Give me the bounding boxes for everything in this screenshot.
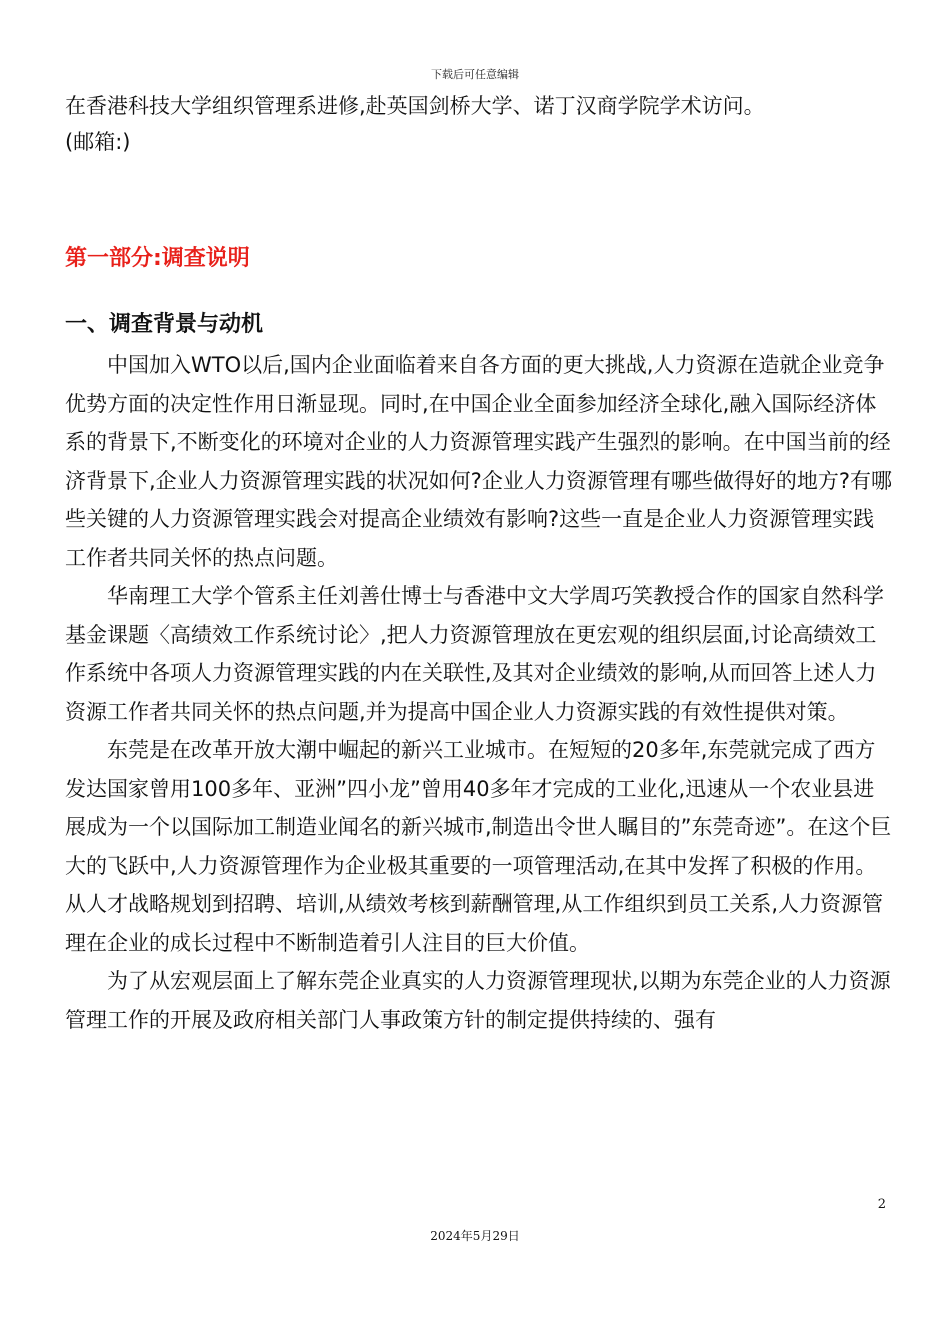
paragraph: 中国加入WTO以后,国内企业面临着来自各方面的更大挑战,人力资源在造就企业竞争优势方面的决定性作用日渐显现。同时,在中国企业全面参加经济全球化,融入国际经济体系的背景下,不断变化的环境对企业的人力资源管理实践产生强烈的影响。在中国当前的经济背景下,企业人力资源管理实践的状况如何?企业人力资源管理有哪些做得好的地方?有哪些关键的人力资源管理实践会对提高企业绩效有影响?这些一直是企业人力资源管理实践工作者共同关怀的热点问题。	[65, 353, 892, 570]
paragraph: 东莞是在改革开放大潮中崛起的新兴工业城市。在短短的20多年,东莞就完成了西方发达国家曾用100多年、亚洲”四小龙”曾用40多年才完成的工业化,迅速从一个农业县进展成为一个以国际加工制造业闻名的新兴城市,制造出令世人瞩目的”东莞奇迹”。在这个巨大的飞跃中,人力资源管理作为企业极其重要的一项管理活动,在其中发挥了积极的作用。从人才战略规划到招聘、培训,从绩效考核到薪酬管理,从工作组织到员工关系,人力资源管理在企业的成长过程中不断制造着引人注目的巨大价值。	[65, 738, 892, 955]
section-title: 第一部分:调查说明	[65, 246, 250, 271]
intro-line: 在香港科技大学组织管理系进修,赴英国剑桥大学、诺丁汉商学院学术访问。	[65, 94, 765, 118]
body-text	[65, 346, 895, 1039]
footer-date: 2024年5月29日	[430, 1229, 520, 1243]
paragraph: 华南理工大学个管系主任刘善仕博士与香港中文大学周巧笑教授合作的国家自然科学基金课题〈高绩效工作系统讨论〉,把人力资源管理放在更宏观的组织层面,讨论高绩效工作系统中各项人力资源管理实践的内在关联性,及其对企业绩效的影响,从而回答上述人力资源工作者共同关怀的热点问题,并为提高中国企业人力资源实践的有效性提供对策。	[65, 584, 884, 724]
intro-block	[65, 88, 895, 160]
header-note: 下载后可任意编辑	[431, 68, 519, 81]
subsection-title: 一、调查背景与动机	[65, 312, 264, 337]
intro-email-line: (邮箱:)	[65, 130, 131, 154]
paragraph: 为了从宏观层面上了解东莞企业真实的人力资源管理现状,以期为东莞企业的人力资源管理工作的开展及政府相关部门人事政策方针的制定提供持续的、强有	[65, 969, 891, 1032]
page-number: 2	[877, 1197, 886, 1212]
